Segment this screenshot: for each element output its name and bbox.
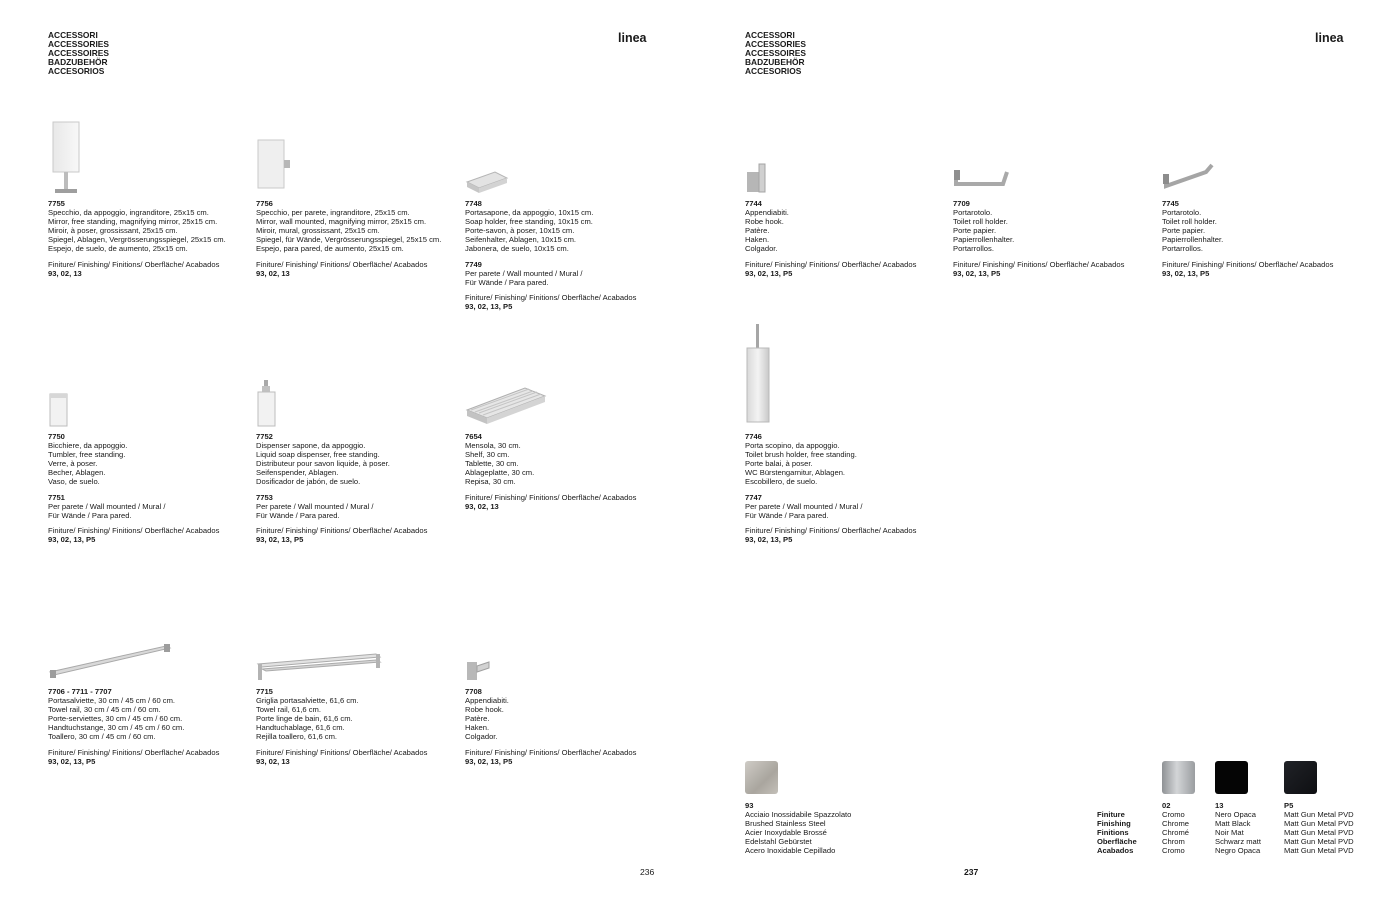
tumbler-image <box>48 392 70 428</box>
product-7709: 7709 Portarotolo. Toilet roll holder. Porte papier. Papierrollenhalter. Portarrollos. Finiture/ Finishing/ Finitions/ Oberfläche/ Acabados 93, 02, 13, P5 <box>953 199 1125 278</box>
finish-02: 02 Cromo Chrome Chromé Chrom Cromo <box>1162 801 1190 856</box>
finish-13: 13 Nero Opaca Matt Black Noir Mat Schwarz matt Negro Opaca <box>1215 801 1261 856</box>
soap-holder-image <box>465 168 511 196</box>
finish-93: 93 Acciaio Inossidabile Spazzolato Brushed Stainless Steel Acier Inoxydable Brossé Edelstahl Gebürstet Acero Inoxidable Cepillado <box>745 801 852 856</box>
swatch-02 <box>1162 761 1195 794</box>
product-7746: 7746 Porta scopino, da appoggio. Toilet brush holder, free standing. Porte balai, à poser. WC Bürstengarnitur, Ablagen. Escobillero, de suelo. 7747 Per parete / Wall mounted / Mural / Für Wände / Para pared. Finiture/ Finishing/ Finitions/ Oberfläche/ Acabados 93, 02, 13, P5 <box>745 432 917 544</box>
mirror-wall-image <box>256 136 296 196</box>
robe-hook-image <box>465 658 493 682</box>
toilet-roll-holder-alt-image <box>1162 162 1218 194</box>
soap-dispenser-image <box>256 380 278 428</box>
towel-rack-image <box>256 650 382 682</box>
product-7706-7711-7707: 7706 - 7711 - 7707 Portasalviette, 30 cm / 45 cm / 60 cm. Towel rail, 30 cm / 45 cm / 60 cm. Porte-serviettes, 30 cm / 45 cm / 60 cm. Handtuchstange, 30 cm / 45 cm / 60 cm. Toallero, 30 cm / 45 cm / 60 cm. Finiture/ Finishing/ Finitions/ Oberfläche/ Acabados 93, 02, 13, P5 <box>48 687 220 766</box>
product-7755: 7755 Specchio, da appoggio, ingranditore, 25x15 cm. Mirror, free standing, magnifying mirror, 25x15 cm. Miroir, à poser, grossissant, 25x15 cm. Spiegel, Ablagen, Vergrösserungsspiegel, 25x15 cm. Espejo, de suelo, de aumento, 25x15 cm. Finiture/ Finishing/ Finitions/ Oberfläche/ Acabados 93, 02, 13 <box>48 199 226 278</box>
product-7708: 7708 Appendiabiti. Robe hook. Patère. Haken. Colgador. Finiture/ Finishing/ Finitions/ Oberfläche/ Acabados 93, 02, 13, P5 <box>465 687 637 766</box>
shelf-image <box>465 386 549 428</box>
product-7654: 7654 Mensola, 30 cm. Shelf, 30 cm. Tablette, 30 cm. Ablageplatte, 30 cm. Repisa, 30 cm. Finiture/ Finishing/ Finitions/ Oberfläche/ Acabados 93, 02, 13 <box>465 432 637 511</box>
product-7745: 7745 Portarotolo. Toilet roll holder. Porte papier. Papierrollenhalter. Portarrollos. Finiture/ Finishing/ Finitions/ Oberfläche/ Acabados 93, 02, 13, P5 <box>1162 199 1334 278</box>
product-7752: 7752 Dispenser sapone, da appoggio. Liquid soap dispenser, free standing. Distributeur pour savon liquide, à poser. Seifenspender, Ablagen. Dosificador de jabón, de suelo. 7753 Per parete / Wall mounted / Mural / Für Wände / Para pared. Finiture/ Finishing/ Finitions/ Oberfläche/ Acabados 93, 02, 13, P5 <box>256 432 428 544</box>
toilet-roll-holder-image <box>953 164 1013 194</box>
product-7748: 7748 Portasapone, da appoggio, 10x15 cm. Soap holder, free standing, 10x15 cm. Porte-savon, à poser, 10x15 cm. Seifenhalter, Ablagen, 10x15 cm. Jabonera, de suelo, 10x15 cm. 7749 Per parete / Wall mounted / Mural / Für Wände / Para pared. Finiture/ Finishing/ Finitions/ Oberfläche/ Acabados 93, 02, 13, P5 <box>465 199 637 311</box>
swatch-93 <box>745 761 778 794</box>
page-number-left: 236 <box>640 867 655 877</box>
page-number-right: 237 <box>964 867 979 877</box>
category-heading: ACCESSORI ACCESSORIES ACCESSOIRES BADZUBEHÖR ACCESORIOS <box>48 30 109 77</box>
finish-p5: P5 Matt Gun Metal PVD Matt Gun Metal PVD Matt Gun Metal PVD Matt Gun Metal PVD Matt Gun Metal PVD <box>1284 801 1354 856</box>
product-7756: 7756 Specchio, per parete, ingranditore, 25x15 cm. Mirror, wall mounted, magnifying mirror, 25x15 cm. Miroir, mural, grossissant, 25x15 cm. Spiegel, für Wände, Vergrösserungsspiegel, 25x15 cm. Espejo, para pared, de aumento, 25x15 cm. Finiture/ Finishing/ Finitions/ Oberfläche/ Acabados 93, 02, 13 <box>256 199 442 278</box>
towel-rail-image <box>48 642 174 680</box>
product-7750: 7750 Bicchiere, da appoggio. Tumbler, free standing. Verre, à poser. Becher, Ablagen. Vaso, de suelo. 7751 Per parete / Wall mounted / Mural / Für Wände / Para pared. Finiture/ Finishing/ Finitions/ Oberfläche/ Acabados 93, 02, 13, P5 <box>48 432 220 544</box>
robe-hook-image <box>745 162 771 194</box>
swatch-p5 <box>1284 761 1317 794</box>
toilet-brush-holder-image <box>745 322 775 426</box>
product-7744: 7744 Appendiabiti. Robe hook. Patère. Haken. Colgador. Finiture/ Finishing/ Finitions/ Oberfläche/ Acabados 93, 02, 13, P5 <box>745 199 917 278</box>
category-heading: ACCESSORI ACCESSORIES ACCESSOIRES BADZUBEHÖR ACCESORIOS <box>745 30 806 77</box>
swatch-13 <box>1215 761 1248 794</box>
right-page <box>697 0 1394 904</box>
mirror-standing-image <box>48 120 104 196</box>
brand-title: linea <box>618 31 647 45</box>
brand-title: linea <box>1315 31 1344 45</box>
finish-labels: Finiture Finishing Finitions Oberfläche Acabados <box>1097 810 1137 856</box>
product-7715: 7715 Griglia portasalviette, 61,6 cm. Towel rail, 61,6 cm. Porte linge de bain, 61,6 cm. Handtuchablage, 61,6 cm. Rejilla toallero, 61,6 cm. Finiture/ Finishing/ Finitions/ Oberfläche/ Acabados 93, 02, 13 <box>256 687 428 766</box>
